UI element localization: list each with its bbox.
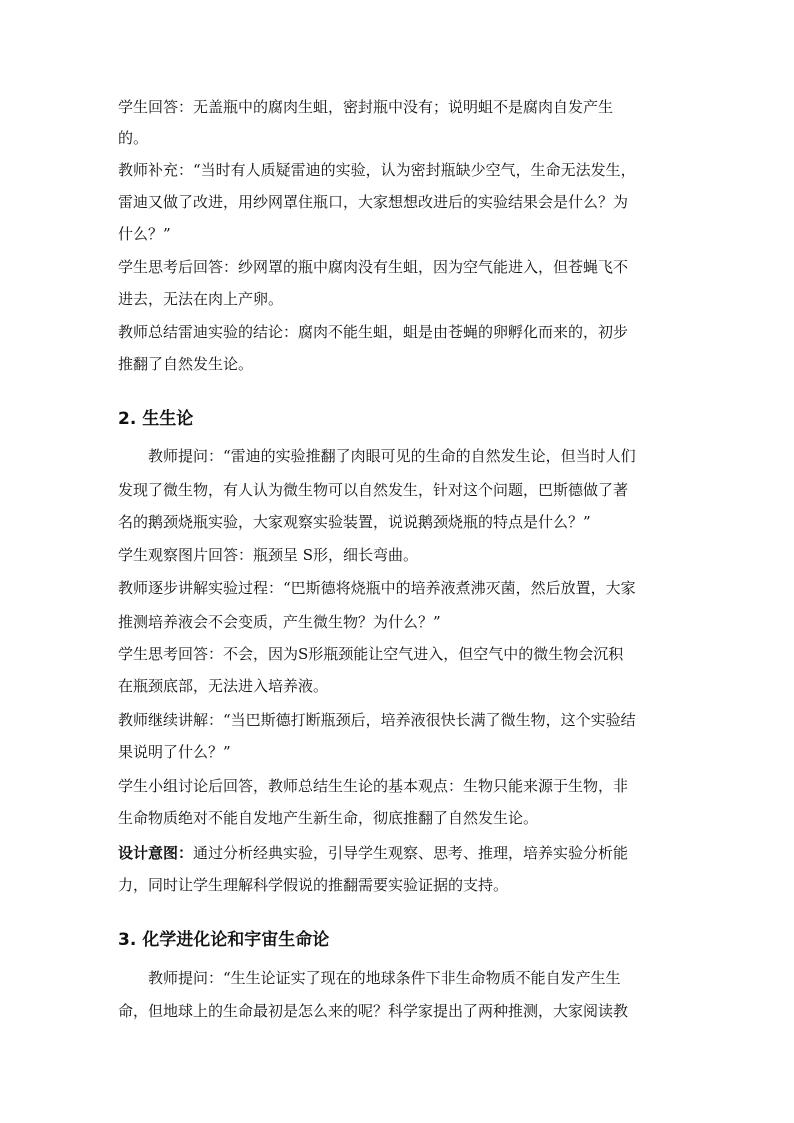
text-line: 生命物质绝对不能自发地产生新生命，彻底推翻了自然发生论。 xyxy=(118,809,539,827)
text-line: 学生观察图片回答：瓶颈呈 S形，细长弯曲。 xyxy=(118,546,419,564)
design-intent-text: 通过分析经典实验，引导学生观察、思考、推理，培养实验分析能 xyxy=(193,844,629,862)
text-line: 雷迪又做了改进，用纱网罩住瓶口，大家想想改进后的实验结果会是什么？为 xyxy=(118,193,629,211)
text-line: 进去，无法在肉上产卵。 xyxy=(118,290,284,308)
text-line: 什么？” xyxy=(118,225,171,243)
design-intent-label: 设计意图： xyxy=(118,844,194,862)
text-line: 在瓶颈底部，无法进入培养液。 xyxy=(118,677,329,695)
text-line: 教师提问：“生生论证实了现在的地球条件下非生命物质不能自发产生生 xyxy=(148,969,621,987)
text-line: 名的鹅颈烧瓶实验，大家观察实验装置，说说鹅颈烧瓶的特点是什么？” xyxy=(118,513,591,531)
text-line: 学生思考后回答：纱网罩的瓶中腐肉没有生蛆，因为空气能进入，但苍蝇飞不 xyxy=(118,258,629,276)
text-line: 教师补充：“当时有人质疑雷迪的实验，认为密封瓶缺少空气，生命无法发生， xyxy=(118,161,636,179)
text-line: 学生思考回答：不会，因为S形瓶颈能让空气进入，但空气中的微生物会沉积 xyxy=(118,645,624,663)
text-line: 教师继续讲解：“当巴斯德打断瓶颈后，培养液很快长满了微生物，这个实验结 xyxy=(118,711,636,729)
section-heading: 2. 生生论 xyxy=(118,409,194,429)
text-line: 命，但地球上的生命最初是怎么来的呢？科学家提出了两种推测，大家阅读教 xyxy=(118,1002,629,1020)
design-intent-line xyxy=(118,843,678,863)
text-line: 果说明了什么？” xyxy=(118,743,231,761)
text-line: 推测培养液会不会变质，产生微生物？为什么？” xyxy=(118,613,441,631)
section-heading: 3. 化学进化论和宇宙生命论 xyxy=(118,930,330,950)
text-line: 学生小组讨论后回答，教师总结生生论的基本观点：生物只能来源于生物，非 xyxy=(118,777,629,795)
text-line: 教师提问：“雷迪的实验推翻了肉眼可见的生命的自然发生论，但当时人们 xyxy=(148,447,636,465)
text-line: 学生回答：无盖瓶中的腐肉生蛆，密封瓶中没有；说明蛆不是腐肉自发产生 xyxy=(118,98,614,116)
text-line: 的。 xyxy=(118,129,149,147)
text-line: 发现了微生物，有人认为微生物可以自然发生，针对这个问题，巴斯德做了著 xyxy=(118,481,629,499)
text-line: 推翻了自然发生论。 xyxy=(118,355,254,373)
text-line: 教师总结雷迪实验的结论：腐肉不能生蛆，蛆是由苍蝇的卵孵化而来的，初步 xyxy=(118,323,629,341)
text-line: 力，同时让学生理解科学假说的推翻需要实验证据的支持。 xyxy=(118,876,509,894)
text-line: 教师逐步讲解实验过程：“巴斯德将烧瓶中的培养液煮沸灭菌，然后放置，大家 xyxy=(118,579,636,597)
